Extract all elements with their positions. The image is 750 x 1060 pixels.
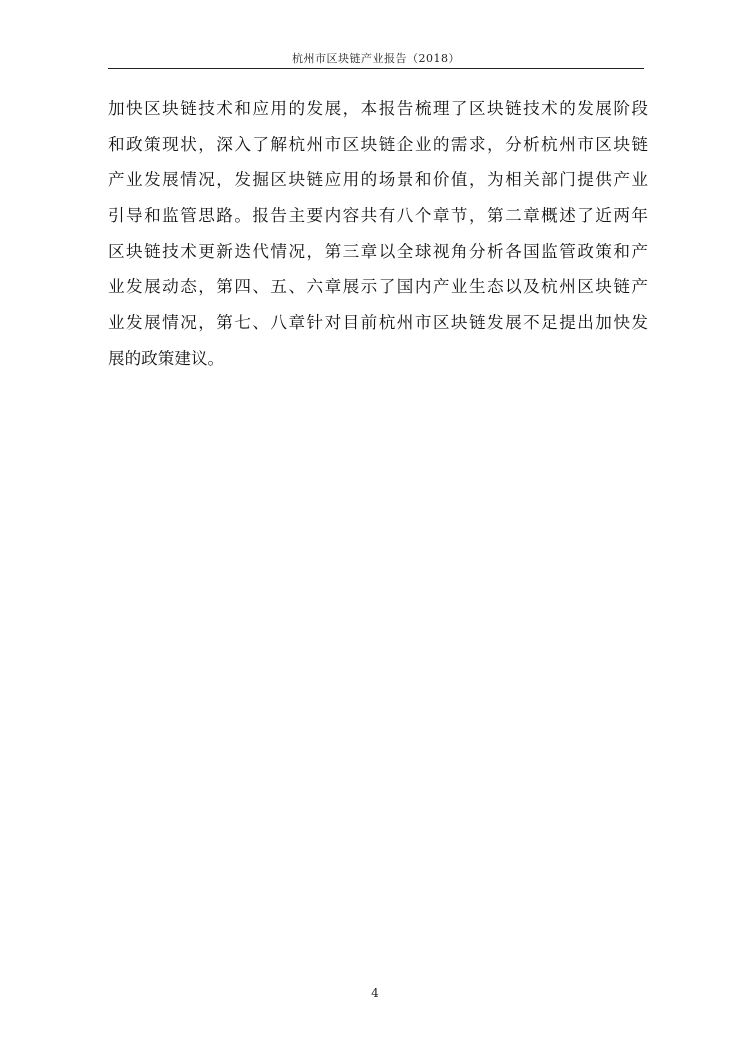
paragraph-line: 产业发展情况，发掘区块链应用的场景和价值，为相关部门提供产业 — [108, 170, 648, 190]
page-number: 4 — [371, 986, 379, 1000]
paragraph-line: 区块链技术更新迭代情况，第三章以全球视角分析各国监管政策和产 — [108, 241, 648, 261]
paragraph-line: 业发展情况，第七、八章针对目前杭州市区块链发展不足提出加快发 — [108, 313, 648, 333]
header-rule — [108, 68, 644, 69]
paragraph-line: 和政策现状，深入了解杭州市区块链企业的需求，分析杭州市区块链 — [108, 134, 648, 154]
paragraph-line: 加快区块链技术和应用的发展，本报告梳理了区块链技术的发展阶段 — [108, 99, 648, 118]
paragraph-line: 展的政策建议。 — [108, 348, 225, 368]
body-paragraph — [108, 91, 648, 377]
paragraph-line: 引导和监管思路。报告主要内容共有八个章节，第二章概述了近两年 — [108, 206, 648, 226]
paragraph-line: 业发展动态，第四、五、六章展示了国内产业生态以及杭州区块链产 — [108, 277, 648, 297]
running-header-title: 杭州市区块链产业报告（2018） — [292, 52, 460, 65]
